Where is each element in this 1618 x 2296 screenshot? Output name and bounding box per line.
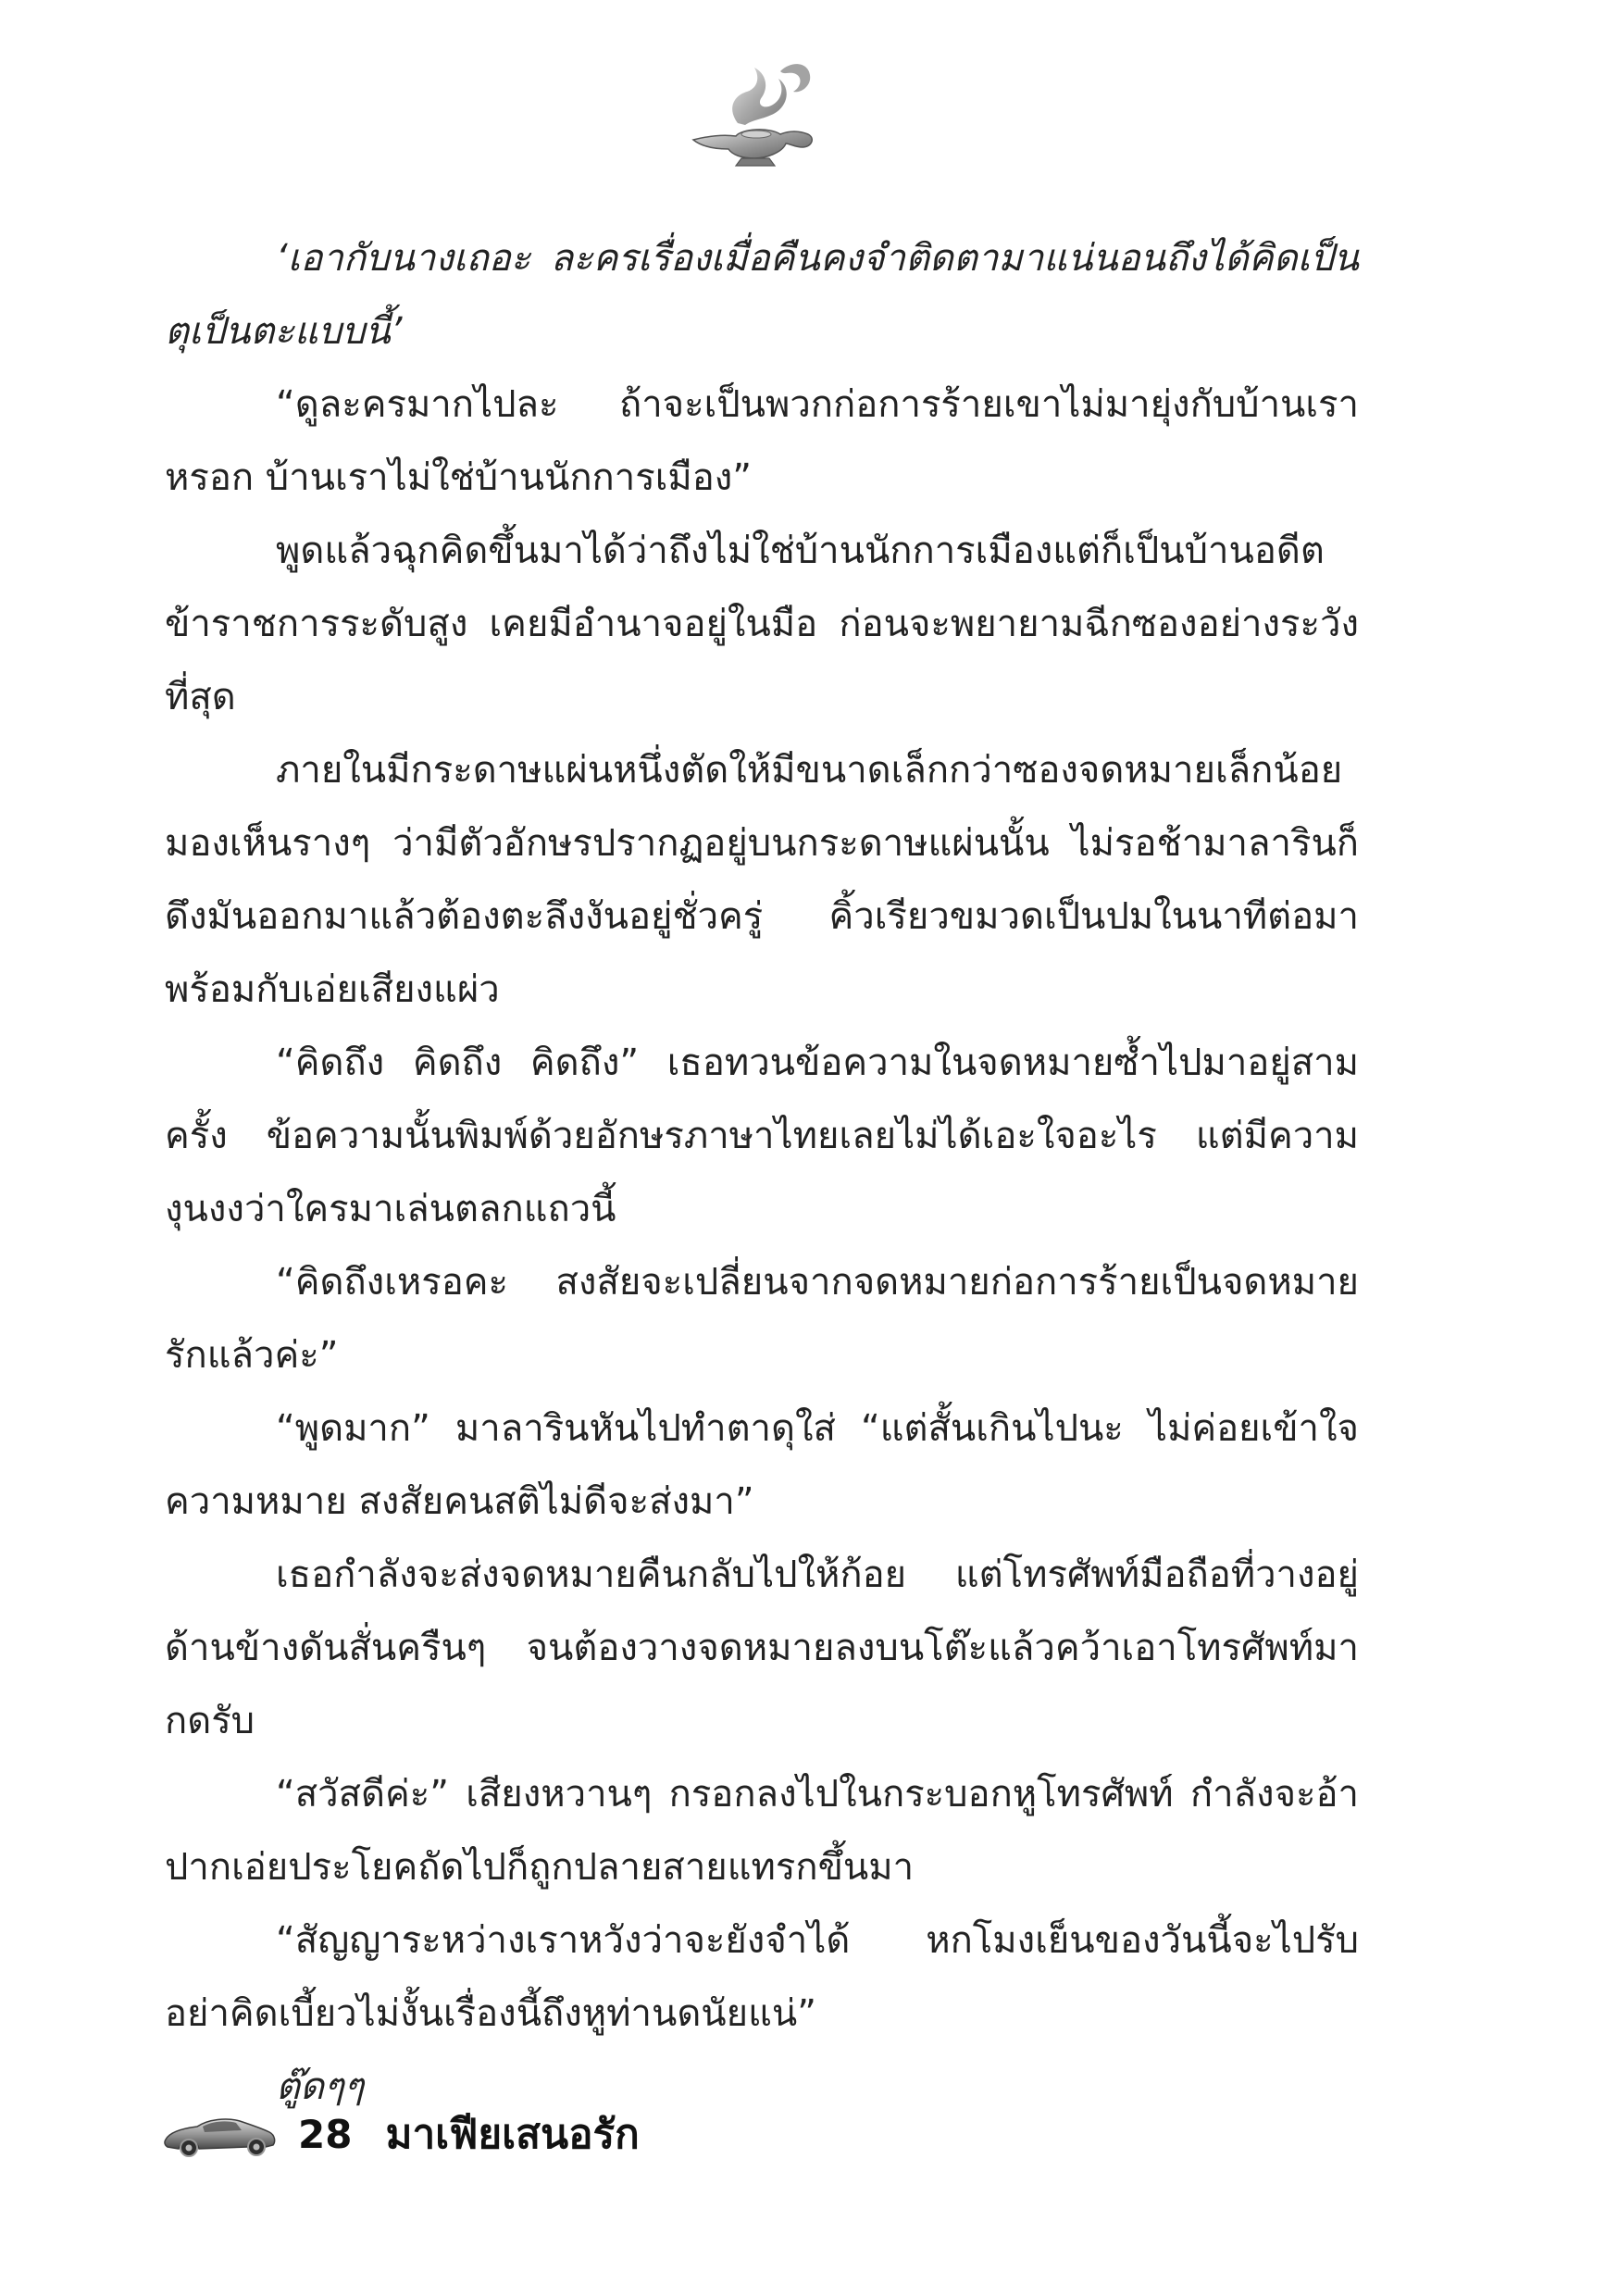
paragraph-4: ภายในมีกระดาษแผ่นหนึ่งตัดให้มีขนาดเล็กกว่าซองจดหมายเล็กน้อย มองเห็นรางๆ ว่ามีตัวอักษรปรากฏอยู่บนกระดาษแผ่นนั้น ไม่รอช้ามาลารินก็ดึงมันออกมาแล้วต้องตะลึงงันอยู่ชั่วครู่ คิ้วเรียวขมวดเป็นปมในนาทีต่อมาพร้อมกับเอ่ยเสียงแผ่ว: [165, 749, 1359, 1011]
book-title: มาเฟียเสนอรัก: [385, 2111, 640, 2158]
page-number: 28: [298, 2111, 353, 2157]
paragraph-1: ‘เอากับนางเถอะ ละครเรื่องเมื่อคืนคงจำติดตามาแน่นอนถึงได้คิดเป็นตุเป็นตะแบบนี้’: [165, 237, 1359, 353]
paragraph-10: “สัญญาระหว่างเราหวังว่าจะยังจำได้ หกโมงเย็นของวันนี้จะไปรับอย่าคิดเบี้ยวไม่งั้นเรื่องนี้ถึงหูท่านดนัยแน่”: [165, 1919, 1359, 2035]
paragraph-8: เธอกำลังจะส่งจดหมายคืนกลับไปให้ก้อย แต่โทรศัพท์มือถือที่วางอยู่ด้านข้างดันสั่นครืนๆ จนต้องวางจดหมายลงบนโต๊ะแล้วคว้าเอาโทรศัพท์มากดรับ: [165, 1554, 1359, 1742]
chapter-body-text: [165, 222, 1359, 2124]
paragraph-3: พูดแล้วฉุกคิดขึ้นมาได้ว่าถึงไม่ใช่บ้านนักการเมืองแต่ก็เป็นบ้านอดีตข้าราชการระดับสูง เคยมีอำนาจอยู่ในมือ ก่อนจะพยายามฉีกซองอย่างระวังที่สุด: [165, 530, 1359, 718]
paragraph-7: “พูดมาก” มาลารินหันไปทำตาดุใส่ “แต่สั้นเกินไปนะ ไม่ค่อยเข้าใจความหมาย สงสัยคนสติไม่ดีจะส่งมา”: [165, 1407, 1359, 1523]
paragraph-2: “ดูละครมากไปละ ถ้าจะเป็นพวกก่อการร้ายเขาไม่มายุ่งกับบ้านเราหรอก บ้านเราไม่ใช่บ้านนักการเมือง”: [165, 383, 1359, 499]
genie-lamp-icon: [680, 51, 828, 171]
paragraph-6: “คิดถึงเหรอคะ สงสัยจะเปลี่ยนจากจดหมายก่อการร้ายเป็นจดหมายรักแล้วค่ะ”: [165, 1261, 1359, 1377]
paragraph-9: “สวัสดีค่ะ” เสียงหวานๆ กรอกลงไปในกระบอกหูโทรศัพท์ กำลังจะอ้าปากเอ่ยประโยคถัดไปก็ถูกปลายสายแทรกขึ้นมา: [165, 1773, 1359, 1889]
page-footer: [162, 2092, 640, 2176]
paragraph-5: “คิดถึง คิดถึง คิดถึง” เธอทวนข้อความในจดหมายซ้ำไปมาอยู่สามครั้ง ข้อความนั้นพิมพ์ด้วยอักษรภาษาไทยเลยไม่ได้เอะใจอะไร แต่มีความงุนงงว่าใครมาเล่นตลกแถวนี้: [165, 1042, 1359, 1230]
paragraph-11: ตู๊ดๆๆ: [276, 2065, 364, 2108]
sports-car-icon: [162, 2106, 278, 2162]
